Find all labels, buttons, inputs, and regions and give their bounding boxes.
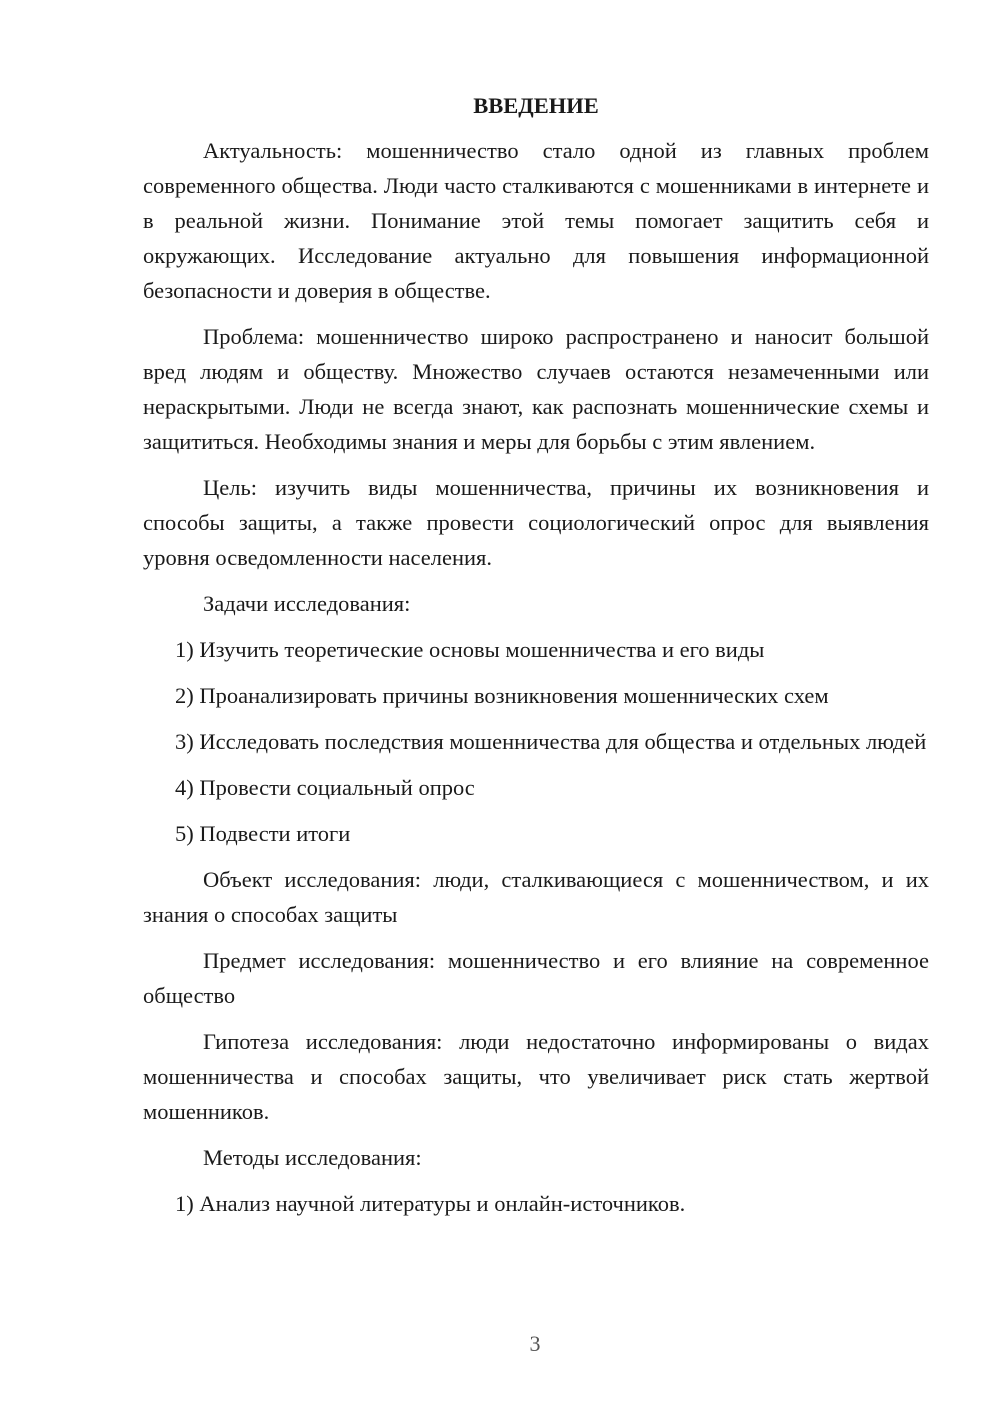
- task-item: 3) Исследовать последствия мошенничества для общества и отдельных людей: [175, 729, 927, 754]
- relevance-paragraph: Актуальность: мошенничество стало одной из главных проблем современного общества. Люди часто сталкиваются с мошенниками в интернете и в реальной жизни. Понимание этой темы помогает защитить себя и окружающих. Исследование актуально для повышения информационной безопасности и доверия в обществе.: [143, 138, 929, 303]
- subject-paragraph: Предмет исследования: мошенничество и его влияние на современное общество: [143, 948, 929, 1008]
- task-item: 2) Проанализировать причины возникновения мошеннических схем: [175, 683, 829, 708]
- document-page: [143, 88, 929, 1232]
- hypothesis-paragraph: Гипотеза исследования: люди недостаточно информированы о видах мошенничества и способах защиты, что увеличивает риск стать жертвой мошенников.: [143, 1029, 929, 1124]
- page-number: 3: [529, 1331, 541, 1356]
- task-item: 1) Изучить теоретические основы мошенничества и его виды: [175, 637, 765, 662]
- goal-paragraph: Цель: изучить виды мошенничества, причины их возникновения и способы защиты, а также провести социологический опрос для выявления уровня осведомленности населения.: [143, 475, 929, 570]
- page-title: ВВЕДЕНИЕ: [473, 93, 599, 118]
- tasks-heading: Задачи исследования:: [203, 591, 411, 616]
- task-item: 4) Провести социальный опрос: [175, 775, 475, 800]
- task-item: 5) Подвести итоги: [175, 821, 351, 846]
- method-item: 1) Анализ научной литературы и онлайн-источников.: [175, 1191, 686, 1216]
- object-paragraph: Объект исследования: люди, сталкивающиеся с мошенничеством, и их знания о способах защиты: [143, 867, 929, 927]
- methods-heading: Методы исследования:: [203, 1145, 422, 1170]
- problem-paragraph: Проблема: мошенничество широко распространено и наносит большой вред людям и обществу. Множество случаев остаются незамеченными или нераскрытыми. Люди не всегда знают, как распознать мошеннические схемы и защититься. Необходимы знания и меры для борьбы с этим явлением.: [143, 324, 929, 454]
